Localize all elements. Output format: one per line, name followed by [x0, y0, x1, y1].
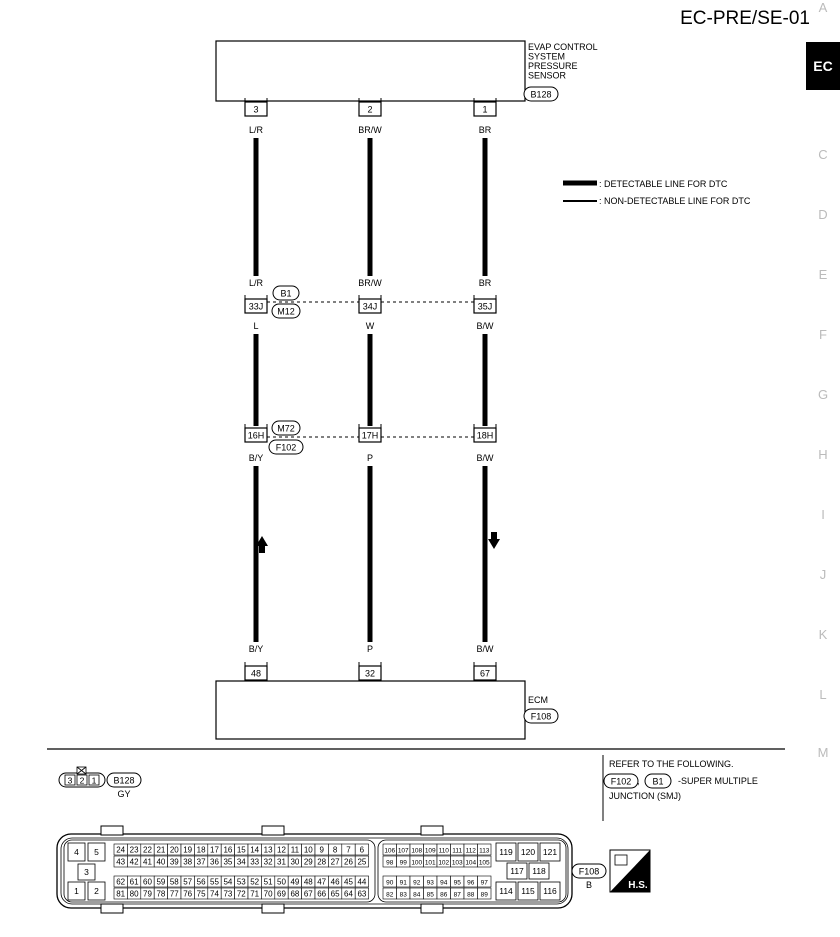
ecm-connector-id: F108 — [578, 866, 600, 877]
connector-pin: 93 — [426, 879, 434, 887]
connector-pin: 35 — [223, 857, 233, 867]
connector-pin: 47 — [317, 877, 327, 887]
connector-pin: 14 — [250, 845, 260, 855]
connector-pin: 7 — [346, 845, 351, 855]
sensor-pin-3: 3 — [253, 104, 259, 115]
wire-color-mid: W — [365, 321, 375, 331]
connector-pin: 81 — [116, 889, 126, 899]
side-tab-a[interactable]: A — [818, 0, 828, 15]
connector-pin: 20 — [169, 845, 179, 855]
connector-pin: 112 — [465, 847, 476, 855]
side-tab-f[interactable]: F — [819, 327, 827, 342]
connector-pin: 63 — [357, 889, 367, 899]
note-line: JUNCTION (SMJ) — [609, 791, 681, 801]
connector-pin: 89 — [480, 891, 488, 899]
connector-pin: 56 — [196, 877, 206, 887]
side-tab-e[interactable]: E — [818, 267, 828, 282]
connector-pin: 48 — [303, 877, 313, 887]
connector-latch — [262, 904, 284, 913]
connector-pin: 21 — [156, 845, 166, 855]
connector-pin: 65 — [330, 889, 340, 899]
wire-color-lower: B/W — [476, 644, 494, 654]
connector-pin: 111 — [452, 847, 463, 855]
wire-color-top: BR/W — [358, 125, 382, 135]
connector-pin: 69 — [277, 889, 286, 899]
connector-pin: 64 — [344, 889, 353, 899]
connector-pin: 55 — [210, 877, 219, 887]
wire-color-mid: B/W — [476, 321, 494, 331]
connector-pin: 40 — [156, 857, 166, 867]
connector-pin: 17 — [210, 845, 219, 855]
connector-pin: 118 — [532, 866, 546, 876]
connector-pin: 121 — [542, 847, 558, 857]
side-tab-c[interactable]: C — [818, 147, 828, 162]
connector-pin: 27 — [330, 857, 340, 867]
connector-pin: 106 — [384, 847, 396, 855]
small-connector-pin: 2 — [79, 775, 85, 786]
junction2-pin-18H: 18H — [476, 430, 494, 441]
wire-color-top: L/R — [248, 125, 264, 135]
connector-pin: 85 — [426, 891, 434, 899]
connector-pin: 24 — [116, 845, 126, 855]
connector-pin: 3 — [84, 867, 89, 877]
connector-pin: 96 — [467, 879, 475, 887]
connector-pin: 41 — [143, 857, 152, 867]
connector-pin: 34 — [236, 857, 246, 867]
ecm-pin-32: 32 — [364, 668, 376, 679]
connector-pin: 76 — [183, 889, 193, 899]
connector-pin: 91 — [399, 879, 407, 887]
connector-pin: 28 — [317, 857, 327, 867]
connector-pin: 53 — [236, 877, 246, 887]
wire-color-bottom: B/Y — [248, 453, 264, 463]
connector-pin: 43 — [116, 857, 126, 867]
wire-color-upper: L/R — [248, 278, 264, 288]
connector-pin: 11 — [290, 845, 300, 855]
signal-arrow-down-icon — [488, 532, 500, 549]
connector-pin: 77 — [169, 889, 179, 899]
connector-pin: 16 — [223, 845, 233, 855]
connector-pin: 1 — [74, 886, 79, 896]
note-comma: , — [637, 776, 640, 786]
connector-pin: 87 — [453, 891, 461, 899]
connector-pin: 45 — [344, 877, 353, 887]
connector-pin: 79 — [143, 889, 152, 899]
connector-pin: 62 — [116, 877, 126, 887]
wire-color-bottom: P — [366, 453, 374, 463]
connector-pin: 61 — [129, 877, 139, 887]
note-ref1: F102 — [610, 776, 632, 787]
junction1-top: B1 — [280, 288, 292, 299]
small-connector-pin: 3 — [67, 775, 73, 786]
connector-latch — [101, 904, 123, 913]
connector-pin: 83 — [399, 891, 407, 899]
connector-pin: 37 — [196, 857, 206, 867]
side-tab-h[interactable]: H — [818, 447, 828, 462]
connector-pin: 98 — [386, 859, 394, 867]
connector-pin: 60 — [143, 877, 152, 887]
connector-pin: 114 — [499, 886, 513, 896]
small-connector-pin: 1 — [91, 775, 97, 786]
connector-pin: 25 — [357, 857, 367, 867]
junction2-pin-16H: 16H — [247, 430, 265, 441]
junction1-pin-33J: 33J — [248, 301, 264, 312]
wire-color-upper: BR/W — [358, 278, 382, 288]
connector-pin: 33 — [250, 857, 260, 867]
connector-pin: 38 — [183, 857, 193, 867]
connector-pin: 2 — [94, 886, 99, 896]
wire-color-mid: L — [253, 321, 259, 331]
connector-pin: 110 — [438, 847, 449, 855]
wire-color-lower: P — [366, 644, 374, 654]
sensor-label: SYSTEM — [528, 51, 566, 62]
connector-pin: 42 — [129, 857, 139, 867]
junction1-pin-35J: 35J — [477, 301, 493, 312]
connector-pin: 4 — [74, 847, 79, 857]
sensor-box — [216, 41, 525, 101]
ecm-connector-color: B — [585, 880, 593, 890]
connector-pin: 49 — [290, 877, 300, 887]
connector-pin: 23 — [129, 845, 139, 855]
note-ref2: B1 — [652, 776, 664, 787]
wire-color-bottom: B/W — [476, 453, 494, 463]
ecm-label: ECM — [528, 695, 548, 705]
side-tab-j[interactable]: J — [819, 567, 827, 582]
connector-pin: 5 — [94, 847, 99, 857]
small-connector-id: B128 — [113, 775, 135, 786]
small-connector-color: GY — [117, 789, 131, 799]
legend-non-detectable: : NON-DETECTABLE LINE FOR DTC — [599, 196, 751, 206]
connector-pin: 9 — [319, 845, 324, 855]
side-tab-k[interactable]: K — [818, 627, 828, 642]
connector-pin: 50 — [277, 877, 286, 887]
junction2-top: M72 — [277, 423, 295, 434]
junction1-bottom: M12 — [277, 306, 295, 317]
ecm-box — [216, 681, 525, 739]
connector-pin: 31 — [277, 857, 286, 867]
wire-color-upper: BR — [478, 278, 492, 288]
junction2-bottom: F102 — [275, 442, 297, 453]
connector-pin: 113 — [479, 847, 490, 855]
connector-pin: 95 — [453, 879, 461, 887]
connector-pin: 51 — [263, 877, 273, 887]
connector-pin: 12 — [277, 845, 286, 855]
connector-pin: 97 — [480, 879, 488, 887]
connector-pin: 74 — [210, 889, 219, 899]
sensor-label: EVAP CONTROL — [528, 42, 598, 52]
connector-pin: 80 — [129, 889, 139, 899]
connector-pin: 29 — [303, 857, 313, 867]
sensor-connector: B128 — [530, 89, 552, 100]
connector-pin: 75 — [196, 889, 206, 899]
connector-pin: 101 — [424, 859, 436, 867]
connector-pin: 66 — [317, 889, 327, 899]
wire-color-top: BR — [478, 125, 492, 135]
connector-pin: 19 — [183, 845, 193, 855]
junction2-pin-17H: 17H — [361, 430, 379, 441]
connector-pin: 78 — [156, 889, 166, 899]
connector-pin: 70 — [263, 889, 273, 899]
connector-latch — [421, 904, 443, 913]
connector-pin: 108 — [411, 847, 423, 855]
connector-pin: 117 — [510, 866, 524, 876]
sensor-label: PRESSURE — [528, 61, 578, 71]
connector-pin: 58 — [169, 877, 179, 887]
connector-latch — [262, 826, 284, 835]
connector-pin: 10 — [303, 845, 313, 855]
connector-pin: 8 — [332, 845, 338, 855]
legend-detectable: : DETECTABLE LINE FOR DTC — [599, 179, 728, 189]
connector-pin: 57 — [183, 877, 193, 887]
ecm-pin-48: 48 — [250, 668, 262, 679]
side-tab-ec[interactable]: EC — [806, 42, 840, 90]
side-tab-l[interactable]: L — [819, 687, 827, 702]
connector-pin: 84 — [413, 891, 421, 899]
connector-pin: 52 — [250, 877, 260, 887]
ecm-pin-67: 67 — [479, 668, 491, 679]
connector-pin: 99 — [399, 859, 407, 867]
ecm-connector: F108 — [530, 711, 552, 722]
connector-pin: 107 — [397, 847, 409, 855]
connector-pin: 109 — [424, 847, 436, 855]
sensor-label: SENSOR — [528, 70, 567, 81]
connector-pin: 26 — [344, 857, 353, 867]
connector-pin: 30 — [290, 857, 300, 867]
connector-pin: 86 — [440, 891, 448, 899]
connector-pin: 82 — [386, 891, 394, 899]
connector-pin: 6 — [359, 845, 365, 855]
connector-pin: 22 — [143, 845, 152, 855]
connector-pin: 94 — [440, 879, 448, 887]
connector-pin: 102 — [438, 859, 450, 867]
connector-latch — [421, 826, 443, 835]
connector-pin: 46 — [330, 877, 340, 887]
page-code: EC-PRE/SE-01 — [680, 8, 810, 29]
connector-pin: 15 — [236, 845, 246, 855]
connector-pin: 54 — [223, 877, 233, 887]
connector-pin: 18 — [196, 845, 206, 855]
side-tab-d[interactable]: D — [818, 207, 828, 222]
junction1-pin-34J: 34J — [362, 301, 378, 312]
connector-pin: 71 — [250, 889, 260, 899]
connector-pin: 68 — [290, 889, 300, 899]
connector-pin: 119 — [499, 847, 513, 857]
note-line: REFER TO THE FOLLOWING. — [609, 759, 734, 769]
side-tab-g[interactable]: G — [817, 387, 829, 402]
connector-pin: 73 — [223, 889, 233, 899]
connector-pin: 72 — [236, 889, 246, 899]
hs-badge-label: H.S. — [628, 880, 648, 891]
connector-pin: 116 — [543, 886, 557, 896]
connector-pin: 13 — [263, 845, 273, 855]
connector-pin: 67 — [303, 889, 313, 899]
connector-pin: 36 — [210, 857, 219, 867]
connector-pin: 59 — [156, 877, 166, 887]
connector-pin: 104 — [465, 859, 477, 867]
connector-pin: 103 — [451, 859, 463, 867]
sensor-pin-2: 2 — [367, 104, 373, 115]
connector-pin: 44 — [357, 877, 367, 887]
connector-pin: 100 — [411, 859, 423, 867]
connector-pin: 88 — [467, 891, 475, 899]
connector-pin: 115 — [521, 886, 535, 896]
sensor-pin-1: 1 — [482, 104, 488, 115]
connector-pin: 39 — [169, 857, 179, 867]
connector-pin: 32 — [263, 857, 273, 867]
connector-pin: 92 — [413, 879, 421, 887]
connector-pin: 90 — [386, 879, 394, 887]
note-line: -SUPER MULTIPLE — [678, 776, 758, 786]
side-tab-m[interactable]: M — [817, 745, 829, 760]
connector-pin: 105 — [478, 859, 490, 867]
wire-color-lower: B/Y — [248, 644, 264, 654]
connector-pin: 120 — [520, 847, 536, 857]
connector-latch — [101, 826, 123, 835]
side-tab-i[interactable]: I — [821, 507, 825, 522]
